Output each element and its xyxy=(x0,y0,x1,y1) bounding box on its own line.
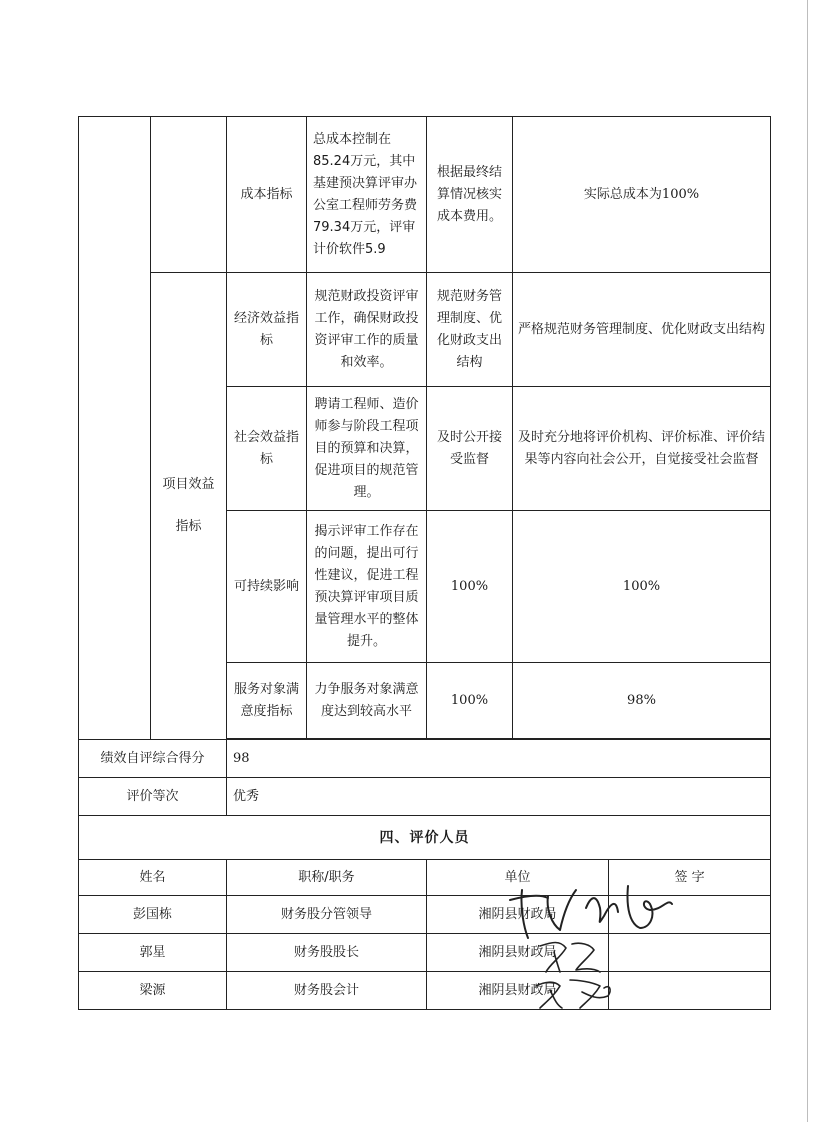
benefit-group-line2: 指标 xyxy=(175,519,202,534)
indicator-name: 社会效益指标 xyxy=(227,387,307,511)
indicator-target: 聘请工程师、造价师参与阶段工程项目的预算和决算，促进项目的规范管理。 xyxy=(307,387,427,511)
indicator-name: 服务对象满意度指标 xyxy=(227,663,307,739)
evaluator-signature xyxy=(609,934,771,972)
evaluator-unit: 湘阴县财政局 xyxy=(427,896,609,934)
second-level-cell-empty xyxy=(151,117,227,273)
row-score xyxy=(79,740,771,778)
evaluator-name: 郭星 xyxy=(79,934,227,972)
indicator-name: 成本指标 xyxy=(227,117,307,273)
indicator-target: 揭示评审工作存在的问题，提出可行性建议，促进工程预决算评审项目质量管理水平的整体提升。 xyxy=(307,511,427,663)
evaluator-name: 梁源 xyxy=(79,972,227,1010)
evaluator-title: 财务股股长 xyxy=(227,934,427,972)
score-value: 98 xyxy=(227,740,771,778)
section-title: 四、评价人员 xyxy=(79,816,771,860)
row-grade xyxy=(79,778,771,816)
indicator-standard: 根据最终结算情况核实成本费用。 xyxy=(427,117,513,273)
performance-table xyxy=(78,116,771,1010)
first-level-cell xyxy=(79,117,151,740)
row-section-title xyxy=(79,816,771,860)
benefit-group-cell xyxy=(151,273,227,740)
indicator-standard: 100% xyxy=(427,511,513,663)
evaluator-row xyxy=(79,934,771,972)
evaluator-name: 彭国栋 xyxy=(79,896,227,934)
indicator-target: 总成本控制在85.24万元，其中基建预决算评审办公室工程师劳务费79.34万元，评审计价软件5.9 xyxy=(307,117,427,273)
page-edge-line xyxy=(807,0,808,1122)
evaluator-unit: 湘阴县财政局 xyxy=(427,934,609,972)
evaluator-unit: 湘阴县财政局 xyxy=(427,972,609,1010)
row-economic xyxy=(79,273,771,387)
indicator-actual: 实际总成本为100% xyxy=(513,117,771,273)
indicator-standard: 100% xyxy=(427,663,513,739)
indicator-actual: 98% xyxy=(513,663,771,739)
grade-value: 优秀 xyxy=(227,778,771,816)
evaluator-title: 财务股会计 xyxy=(227,972,427,1010)
evaluator-row xyxy=(79,896,771,934)
indicator-target: 规范财政投资评审工作，确保财政投资评审工作的质量和效率。 xyxy=(307,273,427,387)
indicator-standard: 规范财务管理制度、优化财政支出结构 xyxy=(427,273,513,387)
indicator-standard: 及时公开接受监督 xyxy=(427,387,513,511)
indicator-name: 可持续影响 xyxy=(227,511,307,663)
indicator-actual: 严格规范财务管理制度、优化财政支出结构 xyxy=(513,273,771,387)
header-unit: 单位 xyxy=(427,860,609,896)
benefit-group-line1: 项目效益 xyxy=(162,477,215,492)
evaluator-signature xyxy=(609,896,771,934)
evaluator-signature xyxy=(609,972,771,1010)
header-name: 姓名 xyxy=(79,860,227,896)
evaluator-header-row xyxy=(79,860,771,896)
evaluator-title: 财务股分管领导 xyxy=(227,896,427,934)
evaluator-row xyxy=(79,972,771,1010)
grade-label: 评价等次 xyxy=(79,778,227,816)
header-title: 职称/职务 xyxy=(227,860,427,896)
indicator-target: 力争服务对象满意度达到较高水平 xyxy=(307,663,427,739)
indicator-name: 经济效益指标 xyxy=(227,273,307,387)
indicator-actual: 及时充分地将评价机构、评价标准、评价结果等内容向社会公开，自觉接受社会监督 xyxy=(513,387,771,511)
indicator-actual: 100% xyxy=(513,511,771,663)
score-label: 绩效自评综合得分 xyxy=(79,740,227,778)
row-cost xyxy=(79,117,771,273)
header-signature: 签 字 xyxy=(609,860,771,896)
